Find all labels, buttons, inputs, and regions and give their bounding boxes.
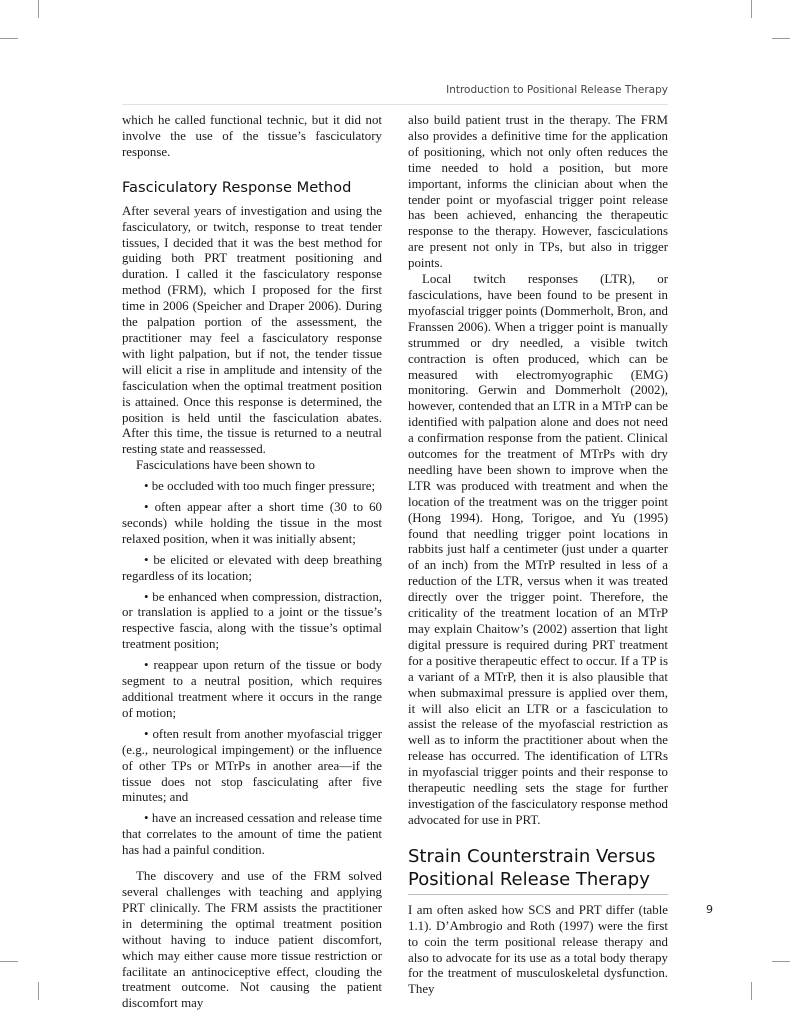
section-title [408, 845, 668, 891]
body-paragraph: After several years of investigation and using the fasciculatory, or twitch, response to treat tender tissues, I decided that it was the best method for guiding both PRT treatment positioning and duration. I called it the fasciculatory response method (FRM), which I proposed for the first time in 2006 (Speicher and Draper 2006). During the palpation portion of the assessment, the practitioner may feel a fasciculatory response with light palpation, but if not, the tender tissue will elicit a rise in amplitude and intensity of the fasciculation when the optimal treatment position is attained. Once this response is determined, the position is held until the fasciculation abates. After this time, the tissue is returned to a neutral resting state and reassessed. [122, 203, 382, 457]
bullet-item: • be enhanced when compression, distraction, or translation is applied to a joint or the tissue’s respective fascia, along with the tissue’s optimal treatment position; [122, 589, 382, 652]
bullet-item: • reappear upon return of the tissue or body segment to a neutral position, which requires additional treatment where it occurs in the range of motion; [122, 658, 382, 720]
bullet-item: • be occluded with too much finger pressure; [144, 479, 376, 494]
crop-mark [772, 961, 790, 962]
crop-mark [751, 982, 752, 1000]
section-title-line: Positional Release Therapy [408, 868, 650, 890]
bullet-item: • have an increased cessation and release time that correlates to the amount of time the patient has had a painful condition. [122, 811, 382, 858]
page-number: 9 [706, 903, 713, 916]
bullet-item: • be elicited or elevated with deep breathing regardless of its location; [122, 552, 382, 583]
crop-mark [38, 982, 39, 1000]
body-paragraph: also build patient trust in the therapy. The FRM also provides a definitive time for the application of positioning, which not only often reduces the time needed to hold a position, but more important, informs the clinician about when the tender point or myofascial trigger point release has been achieved, enhancing the therapeutic response to the therapy. However, fasciculations are present not only in TPs, but also in trigger points. [408, 113, 668, 271]
section-title-line: Strain Counterstrain Versus [408, 845, 656, 867]
intro-paragraph: which he called functional technic, but it did not involve the use of the tissue’s fasciculatory response. [122, 113, 382, 159]
body-paragraph: The discovery and use of the FRM solved several challenges with teaching and applying PRT clinically. The FRM assists the practitioner in determining the optimal treatment position without having to induce patient discomfort, which may either cause more tissue restriction or facilitate an antinociceptive effect, clouding the treatment outcome. Not causing the patient discomfort may [122, 869, 382, 1011]
body-paragraph: Local twitch responses (LTR), or fasciculations, have been found to be present in myofascial trigger points (Dommerholt, Bron, and Franssen 2006). When a trigger point is manually strummed or dry needled, a visible twitch contraction is often produced, which can be measured with electromyographic (EMG) monitoring. Gerwin and Dommerholt (2002), however, contended that an LTR in a MTrP can be identified with palpation alone and does not need a confirmation response from the patient. Clinical outcomes for the treatment of MTrPs with dry needling have been shown to improve when the LTR was produced with treatment and when the location of the treatment was on the trigger point (Hong 1994). Hong, Torigoe, and Yu (1995) found that needling trigger point locations in rabbits just half a centimeter (just under a quarter of an inch) from the MTrP resulted in less of a reduction of the LTR, versus when it was treated directly over the trigger point. Therefore, the criticality of the treatment location of an MTrP may explain Chaitow’s (2002) assertion that light digital pressure is required during PRT treatment for a positive therapeutic effect to occur. If a TP is a variant of a MTrP, then it is also plausible that when submaximal pressure is applied over them, it will also elicit an LTR or a fasciculation to assist the release of the myofascial restriction as well as to inform the practitioner about when the release has occurred. The identification of LTRs in myofascial trigger points and their response to therapeutic needling sets the stage for further investigation of the fasciculatory response method advocated for use in PRT. [408, 272, 668, 827]
crop-mark [0, 38, 18, 39]
crop-mark [38, 0, 39, 18]
bullet-item: • often result from another myofascial trigger (e.g., neurological impingement) or the influence of other TPs or MTrPs in another area—if the tissue does not stop fasciculating after five minutes; and [122, 726, 382, 805]
section-heading: Fasciculatory Response Method [122, 178, 352, 196]
crop-mark [751, 0, 752, 18]
left-column [122, 113, 382, 1012]
header-rule [122, 104, 668, 105]
crop-mark [772, 38, 790, 39]
running-header: Introduction to Positional Release Therapy [446, 84, 668, 96]
list-intro: Fasciculations have been shown to [136, 458, 315, 473]
section-title-rule [408, 894, 668, 895]
right-column [408, 113, 668, 998]
crop-mark [0, 961, 18, 962]
body-paragraph: I am often asked how SCS and PRT differ (table 1.1). D’Ambrogio and Roth (1997) were the first to coin the term positional release therapy and also to advocate for its use as a total body therapy for the treatment of musculoskeletal dysfunction. They [408, 902, 668, 997]
bullet-item: • often appear after a short time (30 to 60 seconds) while holding the tissue in the most relaxed position, when it was initially absent; [122, 500, 382, 546]
